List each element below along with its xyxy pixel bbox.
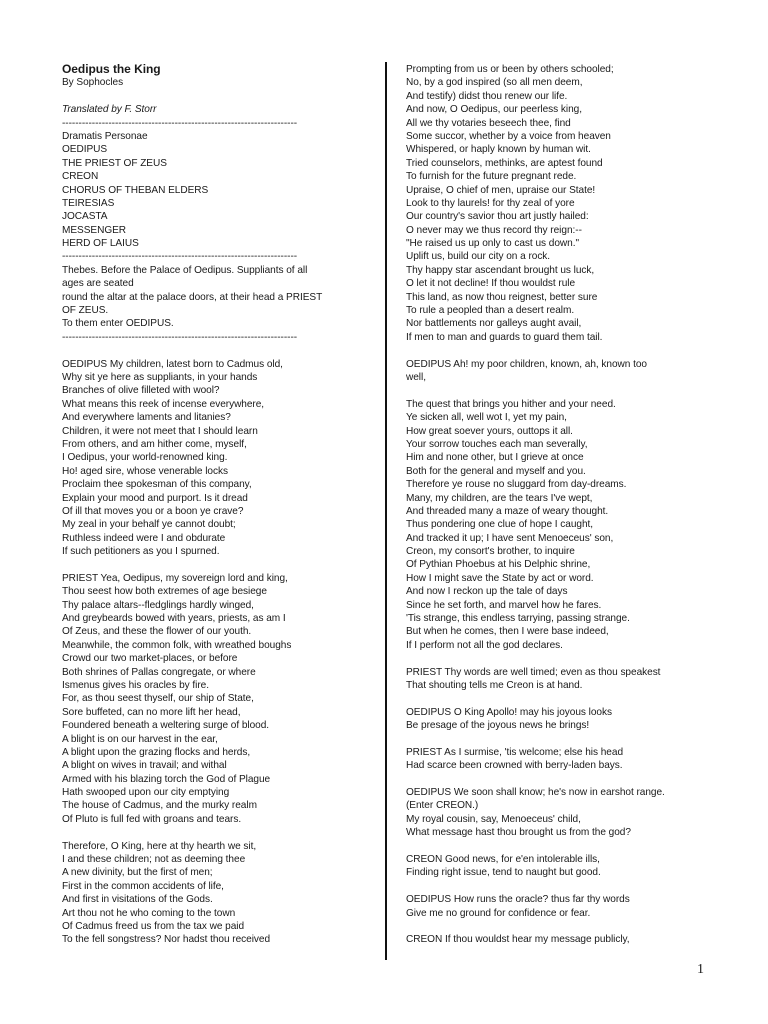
text-line: And everywhere laments and litanies? [62, 412, 231, 424]
text-line: How I might save the State by act or word. [406, 572, 594, 584]
text-line: What means this reek of incense everywhere, [62, 398, 265, 410]
text-line: The quest that brings you hither and your need. [406, 398, 616, 410]
text-line: CREON Good news, for e'en intolerable ills, [406, 854, 600, 866]
text-line: "He raised us up only to cast us down." [406, 238, 579, 250]
text-line: And testify) didst thou renew our life. [406, 90, 568, 102]
text-line: Thou seest how both extremes of age besiege [62, 586, 267, 598]
text-line: Armed with his blazing torch the God of Plague [62, 773, 271, 785]
text-line: OEDIPUS We soon shall know; he's now in earshot range. [406, 787, 665, 799]
text-line: A blight is on our harvest in the ear, [62, 733, 218, 745]
text-line: A new divinity, but the first of men; [62, 867, 213, 879]
text-line [62, 344, 376, 357]
text-line: Nor battlements nor galleys aught avail, [406, 318, 582, 330]
text-line: Uplift us, build our city on a rock. [406, 251, 551, 263]
text-line: Ruthless indeed were I and obdurate [62, 532, 226, 544]
text-line: O let it not decline! If thou wouldst rule [406, 278, 576, 290]
text-line: Some succor, whether by a voice from heaven [406, 130, 611, 142]
text-line: ages are seated [62, 278, 134, 290]
text-line: My royal cousin, say, Menoeceus' child, [406, 813, 581, 825]
text-line: Of Pythian Phoebus at his Delphic shrine, [406, 559, 591, 571]
text-line: Finding right issue, tend to naught but good. [406, 867, 601, 879]
text-line: Of ill that moves you or a boon ye crave? [62, 505, 244, 517]
text-line: And now, O Oedipus, our peerless king, [406, 104, 582, 116]
text-line: Children, it were not meet that I should learn [62, 425, 258, 437]
text-line: OEDIPUS Ah! my poor children, known, ah, known too [406, 358, 647, 370]
text-line: 'Tis strange, this endless tarrying, passing strange. [406, 613, 630, 625]
text-line [406, 880, 726, 893]
text-line: Thy happy star ascendant brought us luck, [406, 264, 595, 276]
text-line: Proclaim thee spokesman of this company, [62, 479, 252, 491]
text-line: My zeal in your behalf ye cannot doubt; [62, 519, 236, 531]
text-line: round the altar at the palace doors, at their head a PRIEST [62, 291, 323, 303]
text-line: Meanwhile, the common folk, with wreathed boughs [62, 639, 292, 651]
text-line: Your sorrow touches each man severally, [406, 438, 588, 450]
text-line: Many, my children, are the tears I've wept, [406, 492, 593, 504]
text-line: Be presage of the joyous news he brings! [406, 720, 590, 732]
text-line: OF ZEUS. [62, 305, 109, 317]
text-line: Upraise, O chief of men, upraise our State! [406, 184, 596, 196]
text-line: OEDIPUS O King Apollo! may his joyous looks [406, 706, 612, 718]
text-line: PRIEST Thy words are well timed; even as thou speakest [406, 666, 661, 678]
text-line: Dramatis Personae [62, 130, 148, 142]
text-line: PRIEST As I surmise, 'tis welcome; else his head [406, 746, 624, 758]
text-line: A blight on wives in travail; and withal [62, 760, 227, 772]
text-line [62, 558, 376, 571]
text-line: First in the common accidents of life, [62, 880, 224, 892]
text-line: If such petitioners as you I spurned. [62, 546, 220, 558]
text-line: All we thy votaries beseech thee, find [406, 117, 571, 129]
text-line [406, 773, 726, 786]
text-line: Thy palace altars--fledglings hardly winged, [62, 599, 254, 611]
text-line: ----------------------------------------------------------------------- [62, 251, 298, 263]
text-line: Thebes. Before the Palace of Oedipus. Suppliants of all [62, 264, 308, 276]
text-line: Tried counselors, methinks, are aptest found [406, 157, 603, 169]
text-line: No, by a god inspired (so all men deem, [406, 77, 583, 89]
text-line: OEDIPUS [62, 144, 108, 156]
text-line: Art thou not he who coming to the town [62, 907, 236, 919]
text-line: What message hast thou brought us from the god? [406, 827, 631, 839]
text-line: From others, and am hither come, myself, [62, 438, 247, 450]
right-text-column [406, 63, 726, 947]
text-line: And first in visitations of the Gods. [62, 894, 213, 906]
left-text-column [62, 63, 376, 947]
text-line: If I perform not all the god declares. [406, 639, 563, 651]
text-line: ----------------------------------------------------------------------- [62, 117, 298, 129]
text-line: Both for the general and myself and you. [406, 465, 586, 477]
column-divider [385, 62, 387, 960]
text-line: Give me no ground for confidence or fear. [406, 907, 591, 919]
text-line [406, 840, 726, 853]
text-line: That shouting tells me Creon is at hand. [406, 679, 583, 691]
translator-credit: Translated by F. Storr [62, 104, 157, 116]
text-line: Why sit ye here as suppliants, in your hands [62, 371, 258, 383]
text-line: If men to man and guards to guard them tail. [406, 331, 603, 343]
text-line: Of Zeus, and these the flower of our youth. [62, 626, 252, 638]
text-line: Ho! aged sire, whose venerable locks [62, 465, 228, 477]
text-line: Ismenus gives his oracles by fire. [62, 679, 209, 691]
text-line: To them enter OEDIPUS. [62, 318, 174, 330]
text-line: This land, as now thou reignest, better sure [406, 291, 598, 303]
text-line: JOCASTA [62, 211, 108, 223]
text-line: By Sophocles [62, 77, 124, 89]
text-line: OEDIPUS How runs the oracle? thus far thy words [406, 894, 630, 906]
text-line: OEDIPUS My children, latest born to Cadmus old, [62, 358, 283, 370]
page-number: 1 [697, 962, 704, 977]
text-line: Explain your mood and purport. Is it dread [62, 492, 248, 504]
text-line: Sore buffeted, can no more lift her head, [62, 706, 241, 718]
text-line: (Enter CREON.) [406, 800, 479, 812]
text-line [406, 652, 726, 665]
text-line: A blight upon the grazing flocks and herds, [62, 746, 251, 758]
text-line: Whispered, or haply known by human wit. [406, 144, 591, 156]
text-line: I and these children; not as deeming thee [62, 854, 246, 866]
text-line: Our country's savior thou art justly hailed: [406, 211, 589, 223]
text-line: Foundered beneath a weltering surge of blood. [62, 720, 270, 732]
text-line: ----------------------------------------------------------------------- [62, 331, 298, 343]
text-line: Since he set forth, and marvel how he fares. [406, 599, 602, 611]
text-line: The house of Cadmus, and the murky realm [62, 800, 257, 812]
text-line: How great soever yours, outtops it all. [406, 425, 573, 437]
text-line: Prompting from us or been by others schooled; [406, 64, 614, 75]
text-line: And threaded many a maze of weary thought. [406, 505, 609, 517]
text-line: But when he comes, then I were base indeed, [406, 626, 609, 638]
text-line [406, 920, 726, 933]
text-line: And tracked it up; I have sent Menoeceus' son, [406, 532, 614, 544]
text-line: To the fell songstress? Nor hadst thou received [62, 934, 271, 946]
text-line: HERD OF LAIUS [62, 238, 139, 250]
text-line: To rule a peopled than a desert realm. [406, 305, 575, 317]
text-line: Crowd our two market-places, or before [62, 653, 238, 665]
text-line: Of Pluto is full fed with groans and tears. [62, 813, 242, 825]
text-line: CHORUS OF THEBAN ELDERS [62, 184, 209, 196]
text-line: PRIEST Yea, Oedipus, my sovereign lord and king, [62, 572, 288, 584]
text-line: Ye sicken all, well wot I, yet my pain, [406, 412, 567, 424]
text-line [406, 692, 726, 705]
text-line: Both shrines of Pallas congregate, or where [62, 666, 256, 678]
text-line: I Oedipus, your world-renowned king. [62, 452, 228, 464]
text-line: For, as thou seest thyself, our ship of State, [62, 693, 254, 705]
text-line: CREON If thou wouldst hear my message publicly, [406, 934, 630, 946]
text-line: Of Cadmus freed us from the tax we paid [62, 921, 245, 932]
text-line: Branches of olive filleted with wool? [62, 385, 220, 397]
text-line: To furnish for the future pregnant rede. [406, 171, 577, 183]
text-line: Had scarce been crowned with berry-laden bays. [406, 760, 623, 772]
text-line: Look to thy laurels! for thy zeal of yore [406, 197, 575, 209]
text-line: THE PRIEST OF ZEUS [62, 157, 167, 169]
text-line: Therefore ye rouse no sluggard from day-dreams. [406, 479, 627, 491]
text-line [62, 826, 376, 839]
text-line [406, 733, 726, 746]
text-line [62, 90, 376, 103]
document-title: Oedipus the King [62, 62, 161, 76]
text-line: O never may we thus record thy reign:-- [406, 224, 582, 236]
text-line: CREON [62, 171, 99, 183]
text-line: And now I reckon up the tale of days [406, 586, 568, 598]
text-line: Him and none other, but I grieve at once [406, 452, 584, 464]
text-line [406, 344, 726, 357]
text-line: TEIRESIAS [62, 197, 115, 209]
text-line: Therefore, O King, here at thy hearth we sit, [62, 840, 257, 852]
text-line: well, [406, 371, 426, 383]
text-line: And greybeards bowed with years, priests, as am I [62, 613, 286, 625]
text-line: Hath swooped upon our city emptying [62, 787, 230, 799]
text-line: Thus pondering one clue of hope I caught, [406, 519, 594, 531]
text-line: Creon, my consort's brother, to inquire [406, 546, 575, 558]
text-line [406, 384, 726, 397]
text-line: MESSENGER [62, 224, 127, 236]
